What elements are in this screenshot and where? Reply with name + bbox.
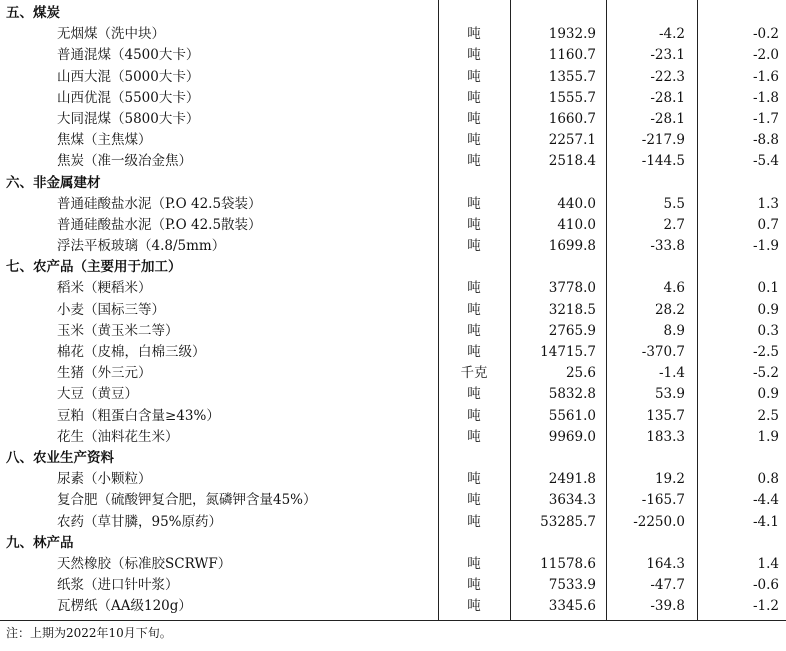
current-price-cell: 25.6 (565, 365, 596, 382)
change-percent-cell: -4.1 (752, 513, 779, 530)
unit-cell: 吨 (467, 407, 481, 424)
price-change-cell: -144.5 (641, 153, 685, 170)
price-change-cell: 4.6 (663, 280, 685, 297)
price-change-cell: -28.1 (650, 89, 685, 106)
current-price-cell: 9969.0 (548, 428, 596, 445)
product-name-cell: 浮法平板玻璃（4.8/5mm） (57, 238, 226, 255)
table-row (0, 24, 786, 45)
unit-cell: 吨 (467, 555, 481, 572)
current-price-cell: 1932.9 (548, 26, 596, 43)
price-change-cell: -1.4 (658, 365, 685, 382)
current-price-cell: 2257.1 (548, 132, 596, 149)
table-row (0, 130, 786, 151)
price-change-cell: -370.7 (641, 344, 685, 360)
change-percent-cell: 0.7 (757, 216, 779, 233)
change-percent-cell: 2.5 (757, 407, 779, 424)
price-change-cell: 19.2 (654, 471, 685, 488)
product-name-cell: 普通硅酸盐水泥（P.O 42.5散装） (57, 216, 262, 233)
price-change-cell: -217.9 (641, 132, 685, 149)
table-row (0, 596, 786, 617)
change-percent-cell: -5.2 (752, 365, 779, 382)
unit-cell: 吨 (467, 577, 481, 594)
price-change-cell: -4.2 (658, 26, 685, 43)
footnote: 注：上期为2022年10月下旬。 (6, 626, 172, 640)
table-row (0, 45, 786, 66)
price-change-cell: 5.5 (663, 195, 685, 212)
category-label: 六、非金属建材 (6, 174, 101, 191)
change-percent-cell: -1.8 (752, 89, 779, 106)
price-change-cell: -2250.0 (633, 513, 685, 530)
table-row (0, 512, 786, 533)
change-percent-cell: 0.9 (757, 301, 779, 318)
product-name-cell: 稻米（粳稻米） (57, 280, 152, 297)
change-percent-cell: -0.6 (752, 577, 779, 594)
current-price-cell: 11578.6 (540, 555, 596, 572)
change-percent-cell: -1.6 (752, 68, 779, 85)
table-body (0, 3, 786, 617)
unit-cell: 吨 (467, 280, 481, 297)
current-price-cell: 1160.7 (548, 47, 596, 64)
product-name-cell: 山西优混（5500大卡） (57, 89, 200, 106)
unit-cell: 吨 (467, 598, 481, 615)
unit-cell: 吨 (467, 26, 481, 43)
product-name-cell: 大同混煤（5800大卡） (57, 110, 200, 127)
section-header-row (0, 448, 786, 469)
table-row (0, 194, 786, 215)
table-row (0, 88, 786, 109)
table-row (0, 236, 786, 257)
section-header-row (0, 173, 786, 194)
current-price-cell: 2491.8 (548, 471, 596, 488)
price-change-cell: 2.7 (663, 216, 685, 233)
table-row (0, 278, 786, 299)
section-header-row (0, 3, 786, 24)
table-row (0, 321, 786, 342)
current-price-cell: 14715.7 (540, 344, 596, 360)
unit-cell: 吨 (467, 132, 481, 149)
current-price-cell: 1699.8 (548, 238, 596, 255)
current-price-cell: 5561.0 (548, 407, 596, 424)
unit-cell: 吨 (467, 513, 481, 530)
category-label: 五、煤炭 (6, 5, 60, 21)
change-percent-cell: 0.1 (757, 280, 779, 297)
table-row (0, 300, 786, 321)
product-name-cell: 瓦楞纸（AA级120g） (57, 598, 192, 615)
current-price-cell: 1355.7 (548, 68, 596, 85)
product-name-cell: 普通硅酸盐水泥（P.O 42.5袋装） (57, 195, 262, 212)
unit-cell: 吨 (467, 47, 481, 64)
table-row (0, 342, 786, 363)
change-percent-cell: -1.7 (752, 110, 779, 127)
table-row (0, 427, 786, 448)
current-price-cell: 3778.0 (548, 280, 596, 297)
unit-cell: 吨 (467, 492, 481, 509)
price-change-cell: -28.1 (650, 110, 685, 127)
product-name-cell: 山西大混（5000大卡） (57, 68, 200, 85)
product-name-cell: 豆粕（粗蛋白含量≥43%） (57, 407, 220, 424)
unit-cell: 吨 (467, 89, 481, 106)
price-change-cell: -22.3 (650, 68, 685, 85)
change-percent-cell: 1.9 (757, 428, 779, 445)
current-price-cell: 440.0 (557, 195, 596, 212)
table-row (0, 575, 786, 596)
table-row (0, 406, 786, 427)
price-change-cell: -165.7 (641, 492, 685, 509)
unit-cell: 吨 (467, 153, 481, 170)
product-name-cell: 焦煤（主焦煤） (57, 132, 152, 149)
current-price-cell: 410.0 (557, 216, 596, 233)
unit-cell: 吨 (467, 471, 481, 488)
unit-cell: 吨 (467, 428, 481, 445)
change-percent-cell: -1.2 (752, 598, 779, 615)
product-name-cell: 花生（油料花生米） (57, 428, 179, 445)
unit-cell: 吨 (467, 386, 481, 403)
change-percent-cell: -2.0 (752, 47, 779, 64)
section-header-row (0, 257, 786, 278)
current-price-cell: 2765.9 (548, 322, 596, 339)
change-percent-cell: -5.4 (752, 153, 779, 170)
change-percent-cell: 1.3 (757, 195, 779, 212)
current-price-cell: 3345.6 (548, 598, 596, 615)
product-name-cell: 农药（草甘膦，95%原药） (57, 513, 223, 530)
table-row (0, 490, 786, 511)
category-label: 七、农产品（主要用于加工） (6, 259, 182, 276)
change-percent-cell: -1.9 (752, 238, 779, 255)
unit-cell: 千克 (460, 365, 488, 382)
table-row (0, 215, 786, 236)
price-change-cell: 135.7 (646, 407, 685, 424)
product-name-cell: 无烟煤（洗中块） (57, 26, 165, 43)
current-price-cell: 3218.5 (548, 301, 596, 318)
price-change-cell: -39.8 (650, 598, 685, 615)
price-change-cell: 164.3 (646, 555, 685, 572)
price-change-cell: -23.1 (650, 47, 685, 64)
table-row (0, 554, 786, 575)
change-percent-cell: 0.9 (757, 386, 779, 403)
unit-cell: 吨 (467, 110, 481, 127)
current-price-cell: 7533.9 (548, 577, 596, 594)
current-price-cell: 1555.7 (548, 89, 596, 106)
change-percent-cell: 1.4 (757, 555, 779, 572)
product-name-cell: 焦炭（准一级冶金焦） (57, 153, 192, 170)
current-price-cell: 53285.7 (540, 513, 596, 530)
price-change-cell: 53.9 (654, 386, 685, 403)
unit-cell: 吨 (467, 301, 481, 318)
product-name-cell: 纸浆（进口针叶浆） (57, 577, 179, 594)
change-percent-cell: 0.8 (757, 471, 779, 488)
price-change-cell: -33.8 (650, 238, 685, 255)
product-name-cell: 生猪（外三元） (57, 365, 152, 382)
unit-cell: 吨 (467, 68, 481, 85)
product-name-cell: 小麦（国标三等） (57, 301, 165, 318)
price-change-cell: 28.2 (654, 301, 685, 318)
table-row (0, 151, 786, 172)
table-row (0, 109, 786, 130)
product-name-cell: 尿素（小颗粒） (57, 471, 152, 488)
price-change-cell: 8.9 (663, 322, 685, 339)
current-price-cell: 5832.8 (548, 386, 596, 403)
unit-cell: 吨 (467, 195, 481, 212)
product-name-cell: 玉米（黄玉米二等） (57, 322, 179, 339)
section-header-row (0, 533, 786, 554)
product-name-cell: 普通混煤（4500大卡） (57, 47, 200, 64)
change-percent-cell: 0.3 (757, 322, 779, 339)
change-percent-cell: -4.4 (752, 492, 779, 509)
table-row (0, 67, 786, 88)
table-row (0, 363, 786, 384)
product-name-cell: 天然橡胶（标准胶SCRWF） (57, 555, 232, 572)
table-row (0, 469, 786, 490)
category-label: 九、林产品 (6, 534, 74, 551)
unit-cell: 吨 (467, 216, 481, 233)
change-percent-cell: -2.5 (752, 344, 779, 360)
product-name-cell: 大豆（黄豆） (57, 386, 138, 403)
current-price-cell: 3634.3 (548, 492, 596, 509)
table-row (0, 384, 786, 405)
price-change-cell: 183.3 (646, 428, 685, 445)
category-label: 八、农业生产资料 (6, 449, 114, 466)
change-percent-cell: -8.8 (752, 132, 779, 149)
current-price-cell: 1660.7 (548, 110, 596, 127)
price-change-cell: -47.7 (650, 577, 685, 594)
current-price-cell: 2518.4 (548, 153, 596, 170)
unit-cell: 吨 (467, 322, 481, 339)
unit-cell: 吨 (467, 344, 481, 360)
unit-cell: 吨 (467, 238, 481, 255)
product-name-cell: 复合肥（硫酸钾复合肥，氮磷钾含量45%） (57, 492, 317, 509)
table-bottom-border (0, 620, 786, 621)
change-percent-cell: -0.2 (752, 26, 779, 43)
product-name-cell: 棉花（皮棉，白棉三级） (57, 344, 206, 360)
